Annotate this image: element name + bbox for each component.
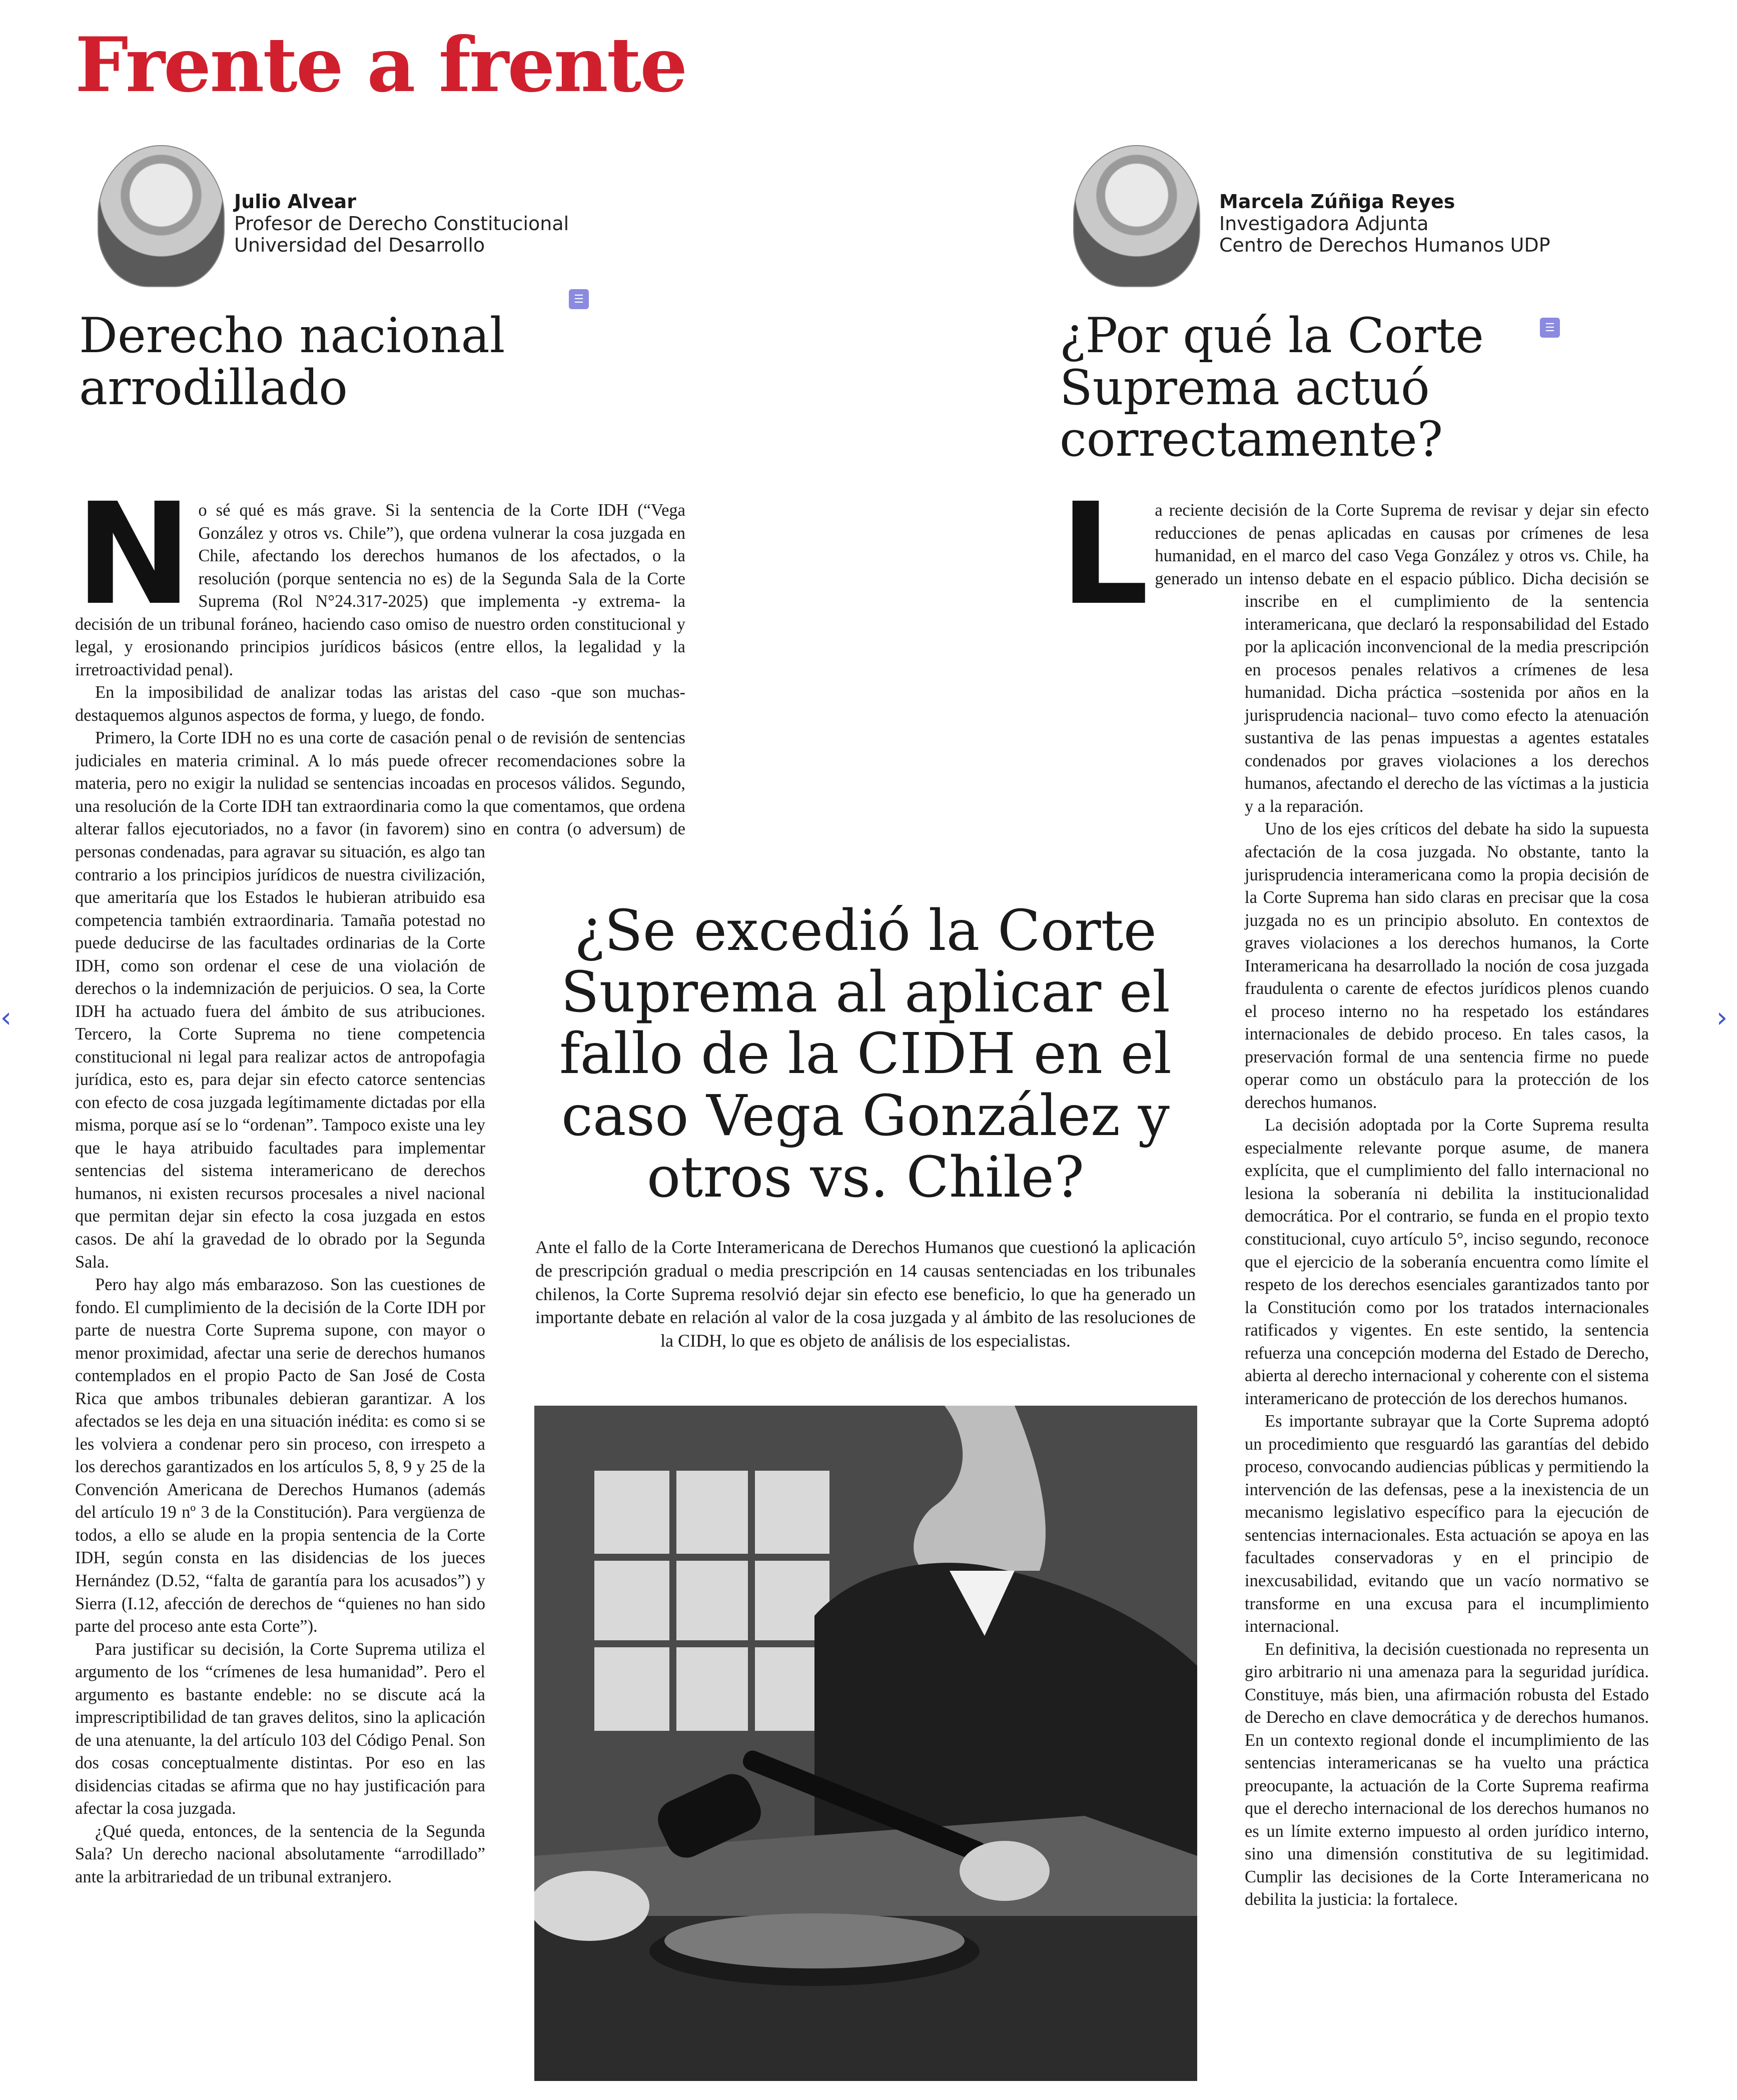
section-title: Frente a frente [75,21,686,109]
right-paragraph: Es importante subrayar que la Corte Suprema adoptó un procedimiento que resguardó las garantías del debido proceso, convocando audiencias públicas y permitiendo la intervención de las defensas, pese a la inexistencia de un mecanismo legislativo específico para la ejecución de sentencias internacionales. Esta actuación se apoya en las facultades conservadoras y en el principio de inexcusabilidad, evitando que un vacío normativo se transforme en una excusa para el incumplimiento internacional. [1245,1412,1649,1636]
author-name-left: Julio Alvear [234,191,356,213]
chevron-right-icon[interactable]: › [1712,1000,1732,1035]
author-role-right-1: Investigadora Adjunta [1219,212,1429,235]
author-portrait-right [1073,145,1200,287]
left-paragraph: Para justificar su decisión, la Corte Suprema utiliza el argumento de los “crímenes de lesa humanidad”. Pero el argumento es bastante endeble: no se discute acá la imprescriptibilidad de tan graves delitos, sino la aplicación de una atenuante, la del artículo 103 del Código Penal. Son dos cosas conceptualmente distintas. Por eso en las disidencias citadas se afirma que no hay justificación para afectar la cosa juzgada. [75,1639,485,1818]
author-role-left-1: Profesor de Derecho Constitucional [234,212,569,235]
left-paragraph: o sé qué es más grave. Si la sentencia de la Corte IDH (“Vega González y otros vs. Chile”), que ordena vulnerar la cosa juzgada en Chile, afectando los derechos humanos de los afectados, o la resolución (porque sentencia no es) de la Segunda Sala de la Corte Suprema (Rol N°24.317-2025) que implementa -y extrema- la decisión de un tribunal foráneo, haciendo caso omiso de nuestro orden constitucional y legal, y erosionando principios jurídicos básicos (entre ellos, la legalidad y la irretroactividad penal). [75,501,685,679]
comment-icon[interactable]: ☰ [569,289,589,309]
center-lead: Ante el fallo de la Corte Interamericana de Derechos Humanos que cuestionó la aplicación de prescripción gradual o media prescripción en 14 causas sentenciadas en los tribunales chilenos, la Corte Suprema resolvió dejar sin efecto ese beneficio, lo que ha generado un importante debate en relación al valor de la cosa juzgada y al ámbito de las resoluciones de la CIDH, lo que es objeto de análisis de los especialistas. [535,1237,1196,1351]
author-name-right: Marcela Zúñiga Reyes [1219,191,1455,213]
right-paragraph: La decisión adoptada por la Corte Suprema resulta especialmente relevante porque asume, de manera explícita, que el cumplimiento del fallo internacional no lesiona la soberanía ni debilita la institucionalidad democrática. Por el contrario, se funda en el propio texto constitucional, cuyo artículo 5°, inciso segundo, reconoce que el ejercicio de la soberanía encuentra como límite el respeto de los derechos esenciales garantizados tanto por la Constitución como por los tratados internacionales ratificados y vigentes. En este sentido, la sentencia refuerza una concepción moderna del Estado de Derecho, abierta al derecho internacional y coherente con el sistema interamericano de protección de los derechos humanos. [1245,1116,1649,1408]
author-info-right [1219,191,1550,257]
left-paragraph: Primero, la Corte IDH no es una corte de casación penal o de revisión de sentencias judiciales en materia criminal. A lo más puede ofrecer recomendaciones sobre la materia, pero no exigir la nulidad se sentencias incoadas en procesos válidos. Segundo, una resolución de la Corte IDH tan extraordinaria como la que comentamos, que ordena alterar fallos ejecutoriados, no a favor (in favorem) sino en contra (o adversum) de personas condenadas, para agravar su situación, es algo tan contrario a los principios jurídicos de nuestra civilización, que ameritaría que los Estados le hubieran atribuido esa competencia también extraordinaria. Tamaña potestad no puede deducirse de las facultades ordinarias de la Corte IDH, como son ordenar el cese de una violación de derechos o la indemnización de perjuicios. O sea, la Corte IDH ha actuado fuera del ámbito de sus atribuciones. Tercero, la Corte Suprema no tiene competencia constitucional ni legal para realizar actos de antropofagia jurídica, esto es, para dejar sin efecto catorce sentencias con efecto de cosa juzgada legítimamente dictadas por ella misma, porque así se lo “ordenan”. Tampoco existe una ley que le haya atribuido facultades para implementar sentencias del sistema interamericano de derechos humanos, ni existen recursos procesales a nivel nacional que permitan dejar sin efecto la cosa juzgada en estos casos. De ahí la gravedad de lo obrado por la Segunda Sala. [75,728,685,1272]
left-paragraph: Pero hay algo más embarazoso. Son las cuestiones de fondo. El cumplimiento de la decisión de la Corte IDH por parte de nuestra Corte Suprema supone, con mayor o menor proximidad, afectar una serie de derechos humanos contemplados en el propio Pacto de San José de Costa Rica que ambos tribunales debieran garantizar. A los afectados se les deja en una situación inédita: es como si se les volviera a condenar pero sin proceso, con irrespeto a los derechos garantizados en los artículos 5, 8, 9 y 25 de la Convención Americana de Derechos Humanos (además del artículo 19 nº 3 de la Constitución). Para vergüenza de todos, a ello se alude en la propia sentencia de la Corte IDH, según consta en las disidencias de los jueces Hernández (D.52, “falta de garantía para los acusados”) y Sierra (I.12, afección de derechos de “quienes no han sido parte del proceso ante esta Corte”). [75,1275,485,1636]
author-role-right-2: Centro de Derechos Humanos UDP [1219,234,1550,257]
left-paragraph: En la imposibilidad de analizar todas las aristas del caso -que son muchas- destaquemos algunos aspectos de forma, y luego, de fondo. [75,683,685,725]
right-dropcap: L [1060,499,1149,636]
left-headline: Derecho nacional arrodillado [79,308,505,416]
right-headline: ¿Por qué la Corte Suprema actuó correctamente? [1060,308,1484,468]
author-info-left [234,191,569,257]
right-paragraph: a reciente decisión de la Corte Suprema de revisar y dejar sin efecto reducciones de penas aplicadas en causas por crímenes de lesa humanidad, en el marco del caso Vega González y otros vs. Chile, ha generado un intenso debate en el espacio público. Dicha decisión se inscribe en el cumplimiento de la sentencia interamericana, que declaró la responsabilidad del Estado por la aplicación inconvencional de la media prescripción en procesos penales relativos a crímenes de lesa humanidad. Dicha práctica –sostenida por años en la jurisprudencia nacional– tuvo como efecto la atenuación sustantiva de las penas impuestas a agentes estatales condenados por graves violaciones a los derechos humanos, afectando el derecho de las víctimas a la justicia y a la reparación. [1155,501,1649,816]
center-title: ¿Se excedió la Corte Suprema al aplicar el fallo de la CIDH en el caso Vega González y otros vs. Chile? [559,898,1172,1210]
left-dropcap: N [75,499,193,636]
author-role-left-2: Universidad del Desarrollo [234,234,485,257]
right-paragraph: Uno de los ejes críticos del debate ha sido la supuesta afectación de la cosa juzgada. No obstante, tanto la jurisprudencia interamericana como la propia decisión de la Corte Suprema han sido claras en precisar que la cosa juzgada no es un principio absoluto. En contextos de graves violaciones a los derechos humanos, la Corte Interamericana ha desarrollado la noción de cosa juzgada fraudulenta o carente de efectos jurídicos plenos cuando el proceso interno no ha respetado los estándares internacionales de debido proceso. En tales casos, la preservación formal de una sentencia firme no puede operar como un obstáculo para la protección de los derechos humanos. [1245,819,1649,1112]
judge-gavel-drawing [534,1406,1197,2081]
judge-gavel-illustration [534,1406,1197,2081]
left-paragraph: ¿Qué queda, entonces, de la sentencia de la Segunda Sala? Un derecho nacional absolutamente “arrodillado” ante la arbitrariedad de un tribunal extranjero. [75,1821,485,1886]
comment-icon[interactable]: ☰ [1540,318,1560,338]
author-portrait-left [98,145,225,287]
chevron-left-icon[interactable]: ‹ [0,1000,16,1035]
right-paragraph: En definitiva, la decisión cuestionada no representa un giro arbitrario ni una amenaza para la seguridad jurídica. Constituye, más bien, una afirmación robusta del Estado de Derecho en clave democrática y de derechos humanos. En un contexto regional donde el incumplimiento de las sentencias interamericanas se ha vuelto una práctica preocupante, la actuación de la Corte Suprema reafirma que el derecho internacional de los derechos humanos no es un límite externo impuesto al orden jurídico interno, sino una dimensión constitutiva de su legitimidad. Cumplir las decisiones de la Corte Interamericana no debilita la justicia: la fortalece. [1245,1639,1649,1909]
